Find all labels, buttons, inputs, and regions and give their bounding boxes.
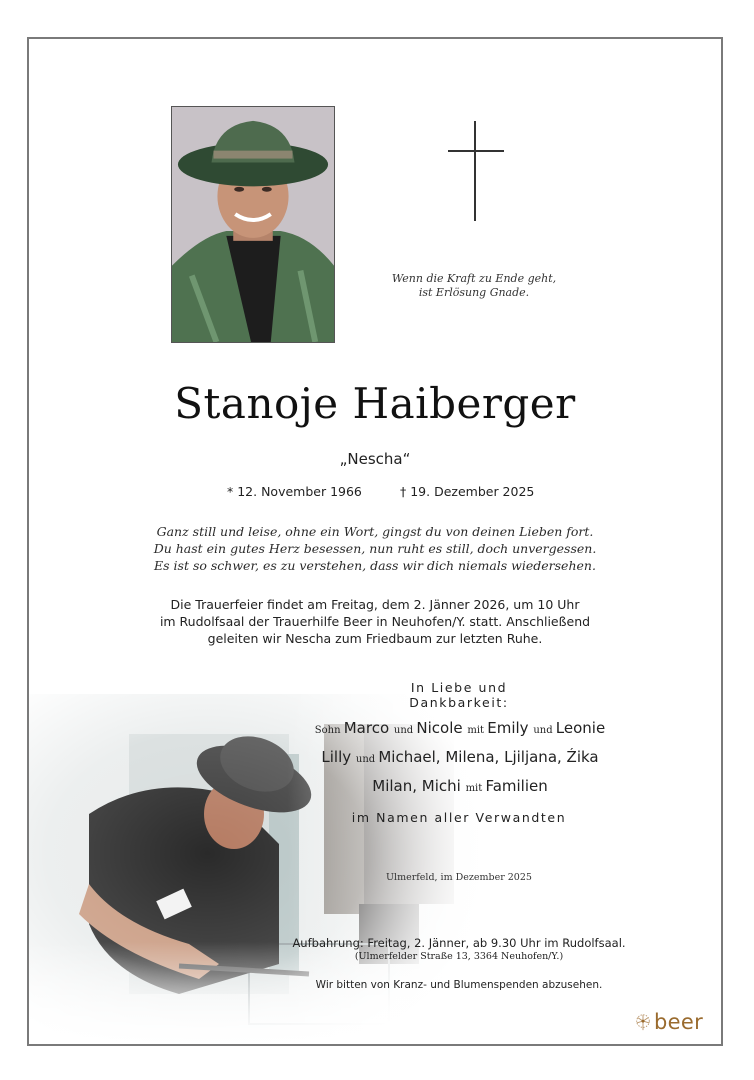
family-names: Nicole: [416, 719, 468, 737]
family-connector: und: [355, 754, 379, 765]
motto-line: Wenn die Kraft zu Ende geht,: [391, 272, 557, 285]
viewing-info: [269, 936, 649, 964]
thanks-heading: In Liebe und Dankbarkeit:: [409, 680, 509, 710]
family-connector: und: [533, 725, 556, 736]
memorial-poem: [29, 523, 721, 574]
family-line-3: [265, 773, 655, 802]
deceased-name: Stanoje Haiberger: [174, 379, 576, 428]
family-names: Marco: [343, 719, 394, 737]
family-names: Familien: [485, 777, 548, 795]
ceremony-line: im Rudolfsaal der Trauerhilfe Beer in Neuhofen/Y. statt. Anschließend: [159, 614, 591, 629]
relatives-line: im Namen aller Verwandten: [351, 810, 567, 825]
family-names: Leonie: [555, 719, 606, 737]
family-names: Michael, Milena, Ljiljana, Źika: [378, 748, 599, 766]
family-connector: mit: [467, 725, 488, 736]
motto-line: ist Erlösung Gnade.: [418, 286, 530, 299]
family-names: Emily: [487, 719, 534, 737]
birth-date: * 12. November 1966: [227, 484, 362, 499]
beer-logo: [634, 1009, 703, 1035]
family-names: Lilly: [321, 748, 356, 766]
donation-note: Wir bitten von Kranz- und Blumenspenden abzusehen.: [315, 979, 603, 991]
place-date: Ulmerfeld, im Dezember 2025: [386, 872, 532, 883]
nickname: „Nescha“: [339, 450, 411, 468]
family-line-2: [265, 744, 655, 773]
viewing-time: Aufbahrung: Freitag, 2. Jänner, ab 9.30 Uhr im Rudolfsaal.: [292, 936, 626, 950]
poem-line: Es ist so schwer, es zu verstehen, dass wir dich niemals wiedersehen.: [154, 558, 596, 573]
motto-quote: [369, 272, 579, 300]
family-connector: Sohn: [314, 725, 344, 736]
family-names: Milan, Michi: [372, 777, 466, 795]
portrait-photo: [171, 106, 335, 343]
ceremony-info: [29, 596, 721, 647]
logo-text: beer: [654, 1010, 704, 1034]
ceremony-line: Die Trauerfeier findet am Freitag, dem 2. Jänner 2026, um 10 Uhr: [170, 597, 580, 612]
obituary-card: [27, 37, 723, 1046]
ceremony-line: geleiten wir Nescha zum Friedbaum zur letzten Ruhe.: [207, 631, 543, 646]
dandelion-icon: [634, 1013, 652, 1031]
family-line-1: [265, 715, 655, 744]
cross-icon: [448, 121, 504, 221]
viewing-address: (Ulmerfelder Straße 13, 3364 Neuhofen/Y.): [354, 951, 564, 962]
family-connector: und: [393, 725, 417, 736]
poem-line: Ganz still und leise, ohne ein Wort, gingst du von deinen Lieben fort.: [156, 524, 594, 539]
family-connector: mit: [465, 783, 486, 794]
poem-line: Du hast ein gutes Herz besessen, nun ruht es still, doch unvergessen.: [153, 541, 597, 556]
death-date: † 19. Dezember 2025: [400, 484, 535, 499]
family-list: [265, 715, 655, 802]
